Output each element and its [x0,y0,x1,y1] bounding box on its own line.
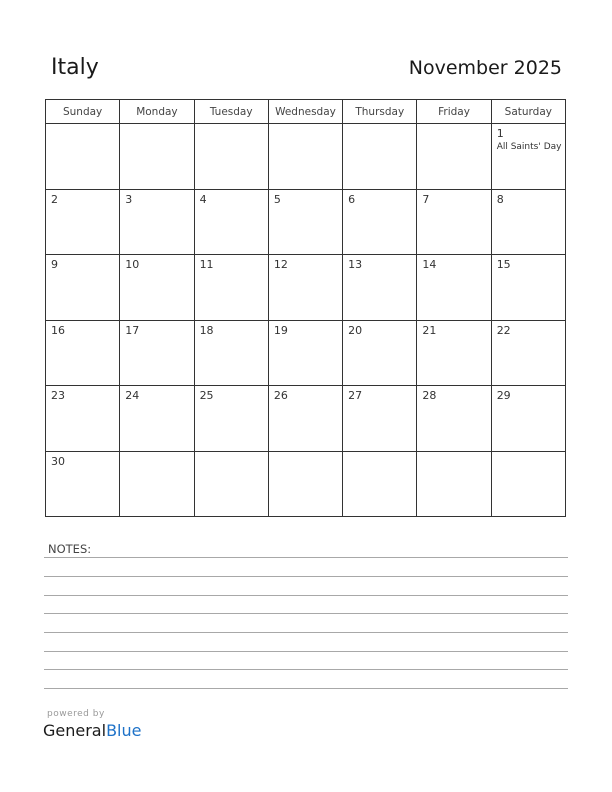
calendar-day-cell [417,255,491,321]
notes-line [44,595,568,596]
day-number: 8 [496,192,504,206]
day-number: 12 [273,258,288,271]
calendar-day-cell [491,320,565,386]
calendar-day-cell [268,451,342,517]
day-number: 15 [496,258,511,271]
calendar-day-cell [417,189,491,255]
day-number: 16 [51,323,65,337]
calendar-day-cell [46,255,120,321]
brand-logo[interactable] [43,721,141,740]
calendar-day-cell [417,451,491,517]
calendar-day-cell [268,386,342,452]
calendar-day-cell [120,451,194,517]
calendar-day-cell [268,320,342,386]
weekday-header: Wednesday [268,100,342,124]
calendar-day-cell [46,189,120,255]
day-number: 26 [273,389,288,402]
day-number: 24 [125,389,140,402]
calendar-day-cell [120,255,194,321]
day-number: 19 [273,323,288,337]
day-number: 28 [422,389,437,402]
notes-line [44,651,568,652]
calendar-week-row [46,451,566,517]
calendar-week-row [46,320,566,386]
calendar-day-cell [46,320,120,386]
day-number: 7 [422,192,430,206]
day-number: 29 [496,389,511,402]
calendar-day-cell [268,255,342,321]
weekday-header: Saturday [491,100,565,124]
notes-line [44,557,568,558]
calendar-day-cell [46,124,120,190]
notes-line [44,688,568,689]
day-number: 9 [51,258,58,271]
day-number: 20 [348,323,363,337]
calendar-day-cell [491,451,565,517]
day-number: 3 [125,192,133,206]
calendar-week-row [46,386,566,452]
calendar-day-cell [417,124,491,190]
calendar-day-cell [120,124,194,190]
calendar-day-cell [491,124,565,190]
notes-line [44,632,568,633]
calendar-day-cell [343,451,417,517]
day-number: 13 [348,258,363,271]
day-number: 4 [199,192,207,206]
calendar-day-cell [194,320,268,386]
calendar-day-cell [491,386,565,452]
calendar-week-row [46,255,566,321]
calendar-day-cell [120,386,194,452]
calendar-day-cell [268,189,342,255]
notes-label: NOTES: [48,542,92,556]
weekday-header: Thursday [343,100,417,124]
day-number: 10 [125,258,140,271]
notes-line [44,613,568,614]
calendar-day-cell [46,451,120,517]
day-number: 23 [51,389,65,402]
calendar-day-cell [46,386,120,452]
month-year-title: November 2025 [408,57,562,79]
calendar-day-cell [417,320,491,386]
calendar-day-cell [120,189,194,255]
weekday-header: Monday [120,100,194,124]
calendar-day-cell [417,386,491,452]
day-number: 25 [199,389,214,402]
weekday-header-row [46,100,566,124]
notes-line [44,576,568,577]
day-number: 6 [348,192,356,206]
calendar-day-cell [194,124,268,190]
country-title: Italy [51,55,99,80]
day-number: 21 [422,323,437,337]
calendar-day-cell [194,189,268,255]
calendar-day-cell [491,189,565,255]
day-number: 22 [496,323,511,337]
calendar-grid [45,99,566,517]
calendar-day-cell [343,386,417,452]
day-number: 5 [273,192,281,206]
calendar-day-cell [343,189,417,255]
calendar-day-cell [194,255,268,321]
weekday-header: Tuesday [194,100,268,124]
calendar-week-row [46,189,566,255]
calendar-day-cell [120,320,194,386]
calendar-day-cell [343,320,417,386]
powered-by-text: powered by [47,709,105,719]
calendar-day-cell [491,255,565,321]
brand-blue: Blue [106,721,142,740]
calendar-day-cell [343,255,417,321]
day-number: 17 [125,323,140,337]
day-number: 18 [199,323,214,337]
day-number: 11 [199,258,214,271]
calendar-day-cell [343,124,417,190]
day-number: 30 [51,454,65,468]
notes-line [44,669,568,670]
calendar-day-cell [194,451,268,517]
day-number: 1 [496,127,504,140]
day-number: 14 [422,258,437,271]
weekday-header: Sunday [46,100,120,124]
day-number: 2 [51,192,58,206]
day-number: 27 [348,389,363,402]
calendar-day-cell [268,124,342,190]
weekday-header: Friday [417,100,491,124]
calendar-week-row [46,124,566,190]
brand-general: General [43,721,107,740]
holiday-label: All Saints' Day [496,142,562,152]
calendar-day-cell [194,386,268,452]
